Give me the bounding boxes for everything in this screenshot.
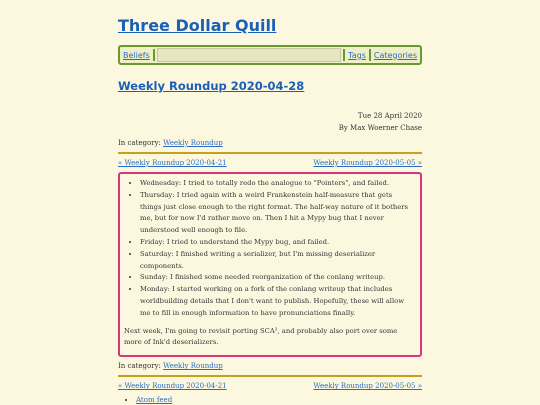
nav-tags-link[interactable]: Tags (348, 50, 366, 60)
post-category-bottom (118, 362, 422, 370)
post-author: By Max Woerner Chase (338, 124, 422, 132)
category-prefix: In category: (118, 362, 161, 371)
nav-separator (369, 49, 371, 61)
list-item: • Monday: I started working on a fork of the conlang writeup that includes worldbuilding details that I don't want to publish. Hopefully, these will allow me to fill in enough information to have pronunciations finally. (140, 284, 414, 319)
prev-post-link[interactable]: « Weekly Roundup 2020-04-21 (118, 159, 227, 167)
prev-post-link[interactable]: « Weekly Roundup 2020-04-21 (118, 382, 227, 391)
page-container (118, 0, 422, 404)
divider (118, 375, 422, 377)
nav-spacer (157, 48, 341, 62)
nav-separator (153, 49, 155, 61)
post-meta (118, 110, 422, 134)
next-post-link[interactable]: Weekly Roundup 2020-05-05 » (313, 382, 422, 391)
list-item: • Wednesday: I tried to totally redo the analogue to "Pointers", and failed. (140, 178, 414, 190)
nav-categories-link[interactable]: Categories (373, 50, 417, 60)
roundup-list (124, 178, 414, 320)
post-date: Tue 28 April 2020 (357, 112, 422, 120)
list-item: • Friday: I tried to understand the Mypy bug, and failed. (140, 237, 414, 249)
nav-beliefs-link[interactable]: Beliefs (123, 50, 150, 60)
divider (118, 152, 422, 154)
content-paragraph: Next week, I'm going to revisit porting SCA², and probably also port over some more of Ink'd deserializers. (124, 326, 398, 347)
prev-next-nav-bottom (118, 382, 422, 390)
list-item: • Thursday: I tried again with a weird Frankenstein half-measure that gets things just close enough to the right format. The half-way nature of it bothers me, but for now I'd rather move on. Then I hit a Mypy bug that I never understood well enough to file. (140, 190, 414, 237)
feed-item (136, 396, 422, 404)
category-link[interactable]: Weekly Roundup (163, 362, 223, 371)
atom-feed-link[interactable]: Atom feed (136, 396, 173, 405)
post-category (118, 139, 422, 147)
site-title[interactable]: Three Dollar Quill (118, 16, 277, 35)
category-prefix: In category: (118, 139, 161, 147)
category-link[interactable]: Weekly Roundup (163, 139, 223, 147)
post-content (118, 172, 422, 357)
list-item: • Saturday: I finished writing a serializer, but I'm missing deserializer components. (140, 249, 414, 273)
list-item: • Sunday: I finished some needed reorganization of the conlang writeup. (140, 272, 414, 284)
feed-list (118, 396, 422, 404)
navbar (118, 45, 422, 65)
nav-separator (343, 49, 345, 61)
next-post-link[interactable]: Weekly Roundup 2020-05-05 » (313, 159, 422, 167)
post-title[interactable]: Weekly Roundup 2020-04-28 (118, 79, 305, 93)
prev-next-nav (118, 159, 422, 167)
